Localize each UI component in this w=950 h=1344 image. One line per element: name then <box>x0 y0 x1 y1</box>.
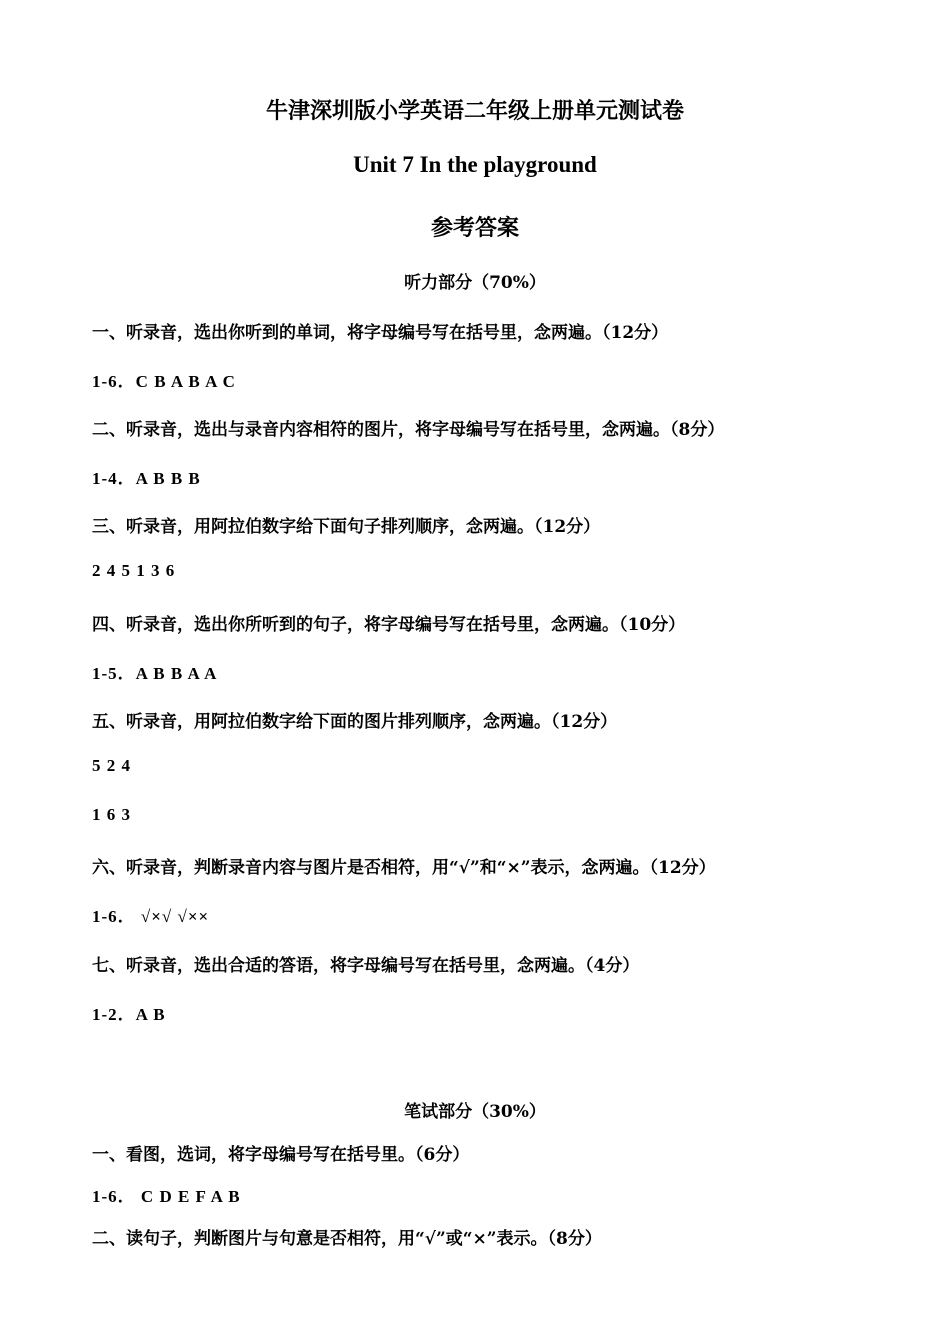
page-title-en: Unit 7 In the playground <box>353 152 597 177</box>
listening-q2-prompt: 二、听录音，选出与录音内容相符的图片，将字母编号写在括号里，念两遍。（8分） <box>92 420 725 440</box>
writing-q1-answer: 1-6． C D E F A B <box>92 1187 241 1206</box>
listening-q3-answer: 2 4 5 1 3 6 <box>92 561 176 580</box>
writing-q1-prompt: 一、看图，选词，将字母编号写在括号里。（6分） <box>92 1145 470 1165</box>
listening-q6-prompt: 六、听录音，判断录音内容与图片是否相符，用“√”和“×”表示，念两遍。（12分） <box>92 858 716 878</box>
writing-q2-prompt: 二、读句子，判断图片与句意是否相符，用“√”或“×”表示。（8分） <box>92 1229 602 1249</box>
listening-q7-prompt: 七、听录音，选出合适的答语，将字母编号写在括号里，念两遍。（4分） <box>92 956 640 976</box>
listening-q1-prompt: 一、听录音，选出你听到的单词，将字母编号写在括号里，念两遍。（12分） <box>92 323 669 343</box>
listening-q7-answer: 1-2．A B <box>92 1005 166 1024</box>
listening-section-heading: 听力部分（70%） <box>404 273 546 293</box>
answer-key-title: 参考答案 <box>430 215 519 241</box>
listening-q5-answer-row2: 1 6 3 <box>92 805 131 824</box>
page-title-cn: 牛津深圳版小学英语二年级上册单元测试卷 <box>265 98 684 124</box>
listening-q5-answer-row1: 5 2 4 <box>92 756 131 775</box>
listening-q4-prompt: 四、听录音，选出你所听到的句子，将字母编号写在括号里，念两遍。（10分） <box>92 615 686 635</box>
listening-q5-prompt: 五、听录音，用阿拉伯数字给下面的图片排列顺序，念两遍。（12分） <box>92 712 618 732</box>
listening-q2-answer: 1-4．A B B B <box>92 469 201 488</box>
listening-q6-answer: 1-6． √×√ √×× <box>92 907 210 926</box>
listening-q4-answer: 1-5．A B B A A <box>92 664 218 683</box>
listening-q1-answer: 1-6．C B A B A C <box>92 372 236 391</box>
listening-q3-prompt: 三、听录音，用阿拉伯数字给下面句子排列顺序，念两遍。（12分） <box>92 517 601 537</box>
writing-section-heading: 笔试部分（30%） <box>404 1102 546 1122</box>
